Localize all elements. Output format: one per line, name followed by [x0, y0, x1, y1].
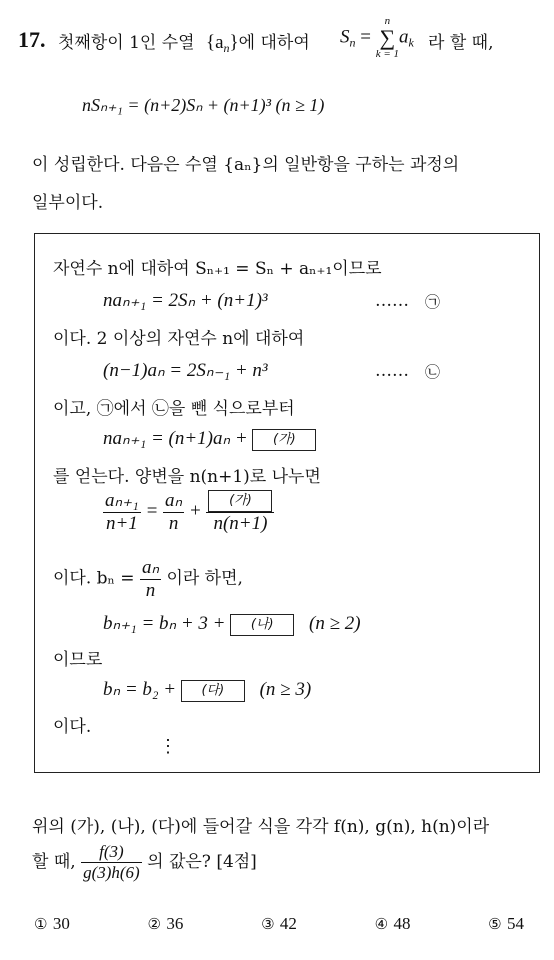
box-line-7: 를 얻는다. 양변을 n(n+1)로 나누면 — [53, 467, 321, 487]
fraction-an-over-n — [163, 489, 184, 535]
intro-text-b: 에 대하여 — [238, 33, 310, 53]
box-line-11: 이므로 — [53, 650, 103, 670]
blank-ga: (가) — [252, 429, 316, 451]
choice-1-mark: ① — [34, 915, 48, 933]
choice-4-mark: ④ — [374, 915, 389, 933]
equation-1-dots: …… — [375, 291, 409, 311]
blank-da: (다) — [181, 680, 245, 702]
summation — [376, 16, 399, 60]
choice-1-value: 30 — [52, 914, 70, 933]
choice-4-value: 48 — [393, 914, 411, 933]
frac1-numerator: aₙ₊₁ — [105, 490, 139, 511]
frac3-denominator: n(n+1) — [213, 512, 268, 534]
problem-line-2: 이 성립한다. 다음은 수열 {aₙ}의 일반항을 구하는 과정의 — [32, 155, 460, 175]
frac2-numerator: aₙ — [165, 490, 183, 511]
equation-2-dots: …… — [375, 361, 409, 381]
equals-sign: = — [360, 26, 371, 48]
equation-4 — [103, 489, 274, 535]
intro-text-a: 첫째항이 1인 수열 — [58, 33, 195, 53]
sigma-icon: ∑ — [379, 25, 396, 50]
bn-def-post: 이라 하면, — [166, 568, 243, 589]
choice-3-value: 42 — [279, 914, 297, 933]
frac2-denominator: n — [168, 513, 179, 534]
bn-frac-denominator: n — [145, 580, 156, 601]
choice-2[interactable] — [148, 914, 184, 934]
question-fraction — [81, 842, 142, 883]
sum-term: a — [399, 26, 409, 48]
question-line-2 — [32, 842, 257, 883]
choice-4[interactable] — [375, 914, 411, 934]
blank-na: (나) — [230, 614, 294, 636]
choice-5-value: 54 — [506, 914, 524, 933]
problem-line-3: 일부이다. — [32, 193, 104, 213]
sn-symbol: S — [340, 26, 350, 48]
sn-sub: n — [349, 35, 356, 50]
blank-ga-numerator: (가) — [208, 490, 272, 512]
sum-upper: n — [384, 15, 391, 27]
choices — [34, 914, 524, 934]
choice-3-mark: ③ — [261, 915, 275, 933]
sum-lower: k = 1 — [375, 48, 400, 60]
question-line-1: 위의 (가), (나), (다)에 들어갈 식을 각각 f(n), g(n), h(n)이라 — [32, 817, 490, 837]
equation-5-text: bₙ₊₁ = bₙ + 3 + — [103, 613, 226, 634]
question-frac-denominator: g(3)h(6) — [83, 863, 140, 882]
equation-5 — [103, 612, 361, 636]
choice-2-value: 36 — [166, 914, 184, 933]
box-line-5: 이고, ㉠에서 ㉡을 뺀 식으로부터 — [53, 399, 295, 419]
fraction-bn-def — [140, 556, 161, 602]
recurrence-relation: nSₙ₊₁ = (n+2)Sₙ + (n+1)³ (n ≥ 1) — [82, 95, 325, 115]
frac1-denominator: n+1 — [105, 513, 138, 534]
equation-6-condition: (n ≥ 3) — [259, 679, 312, 700]
equals-sign: = — [145, 500, 159, 522]
intro-text-c: 라 할 때, — [428, 33, 494, 53]
fraction-an1-over-n1 — [103, 489, 141, 535]
choice-5-mark: ⑤ — [488, 915, 502, 933]
equation-6 — [103, 678, 311, 702]
box-line-3: 이다. 2 이상의 자연수 n에 대하여 — [53, 329, 305, 349]
sequence-a — [206, 32, 239, 53]
seq-sub: n — [223, 41, 230, 55]
bn-def-pre: 이다. bₙ = — [53, 568, 135, 589]
question-pre: 할 때, — [32, 852, 76, 872]
equation-2: (n−1)aₙ = 2Sₙ₋₁ + n³ — [103, 360, 268, 381]
sn-definition — [340, 16, 414, 60]
box-line-13: 이다. — [53, 717, 92, 737]
sum-term-sub: k — [408, 35, 414, 50]
proof-box — [34, 233, 540, 773]
choice-1[interactable] — [34, 914, 70, 934]
equation-2-marker: ㉡ — [425, 363, 441, 381]
box-line-1: 자연수 n에 대하여 Sₙ₊₁ = Sₙ + aₙ₊₁이므로 — [53, 259, 382, 279]
question-post: 의 값은? [4점] — [147, 852, 257, 872]
problem-number: 17. — [18, 27, 46, 52]
equation-3-text: naₙ₊₁ = (n+1)aₙ + — [103, 428, 248, 449]
bn-frac-numerator: aₙ — [141, 557, 160, 578]
choice-3[interactable] — [261, 914, 297, 934]
seq-open: {a — [205, 32, 224, 53]
equation-5-condition: (n ≥ 2) — [309, 613, 361, 634]
equation-3 — [103, 427, 316, 451]
vertical-ellipsis: ⋮ — [159, 736, 177, 757]
plus-sign: + — [188, 500, 202, 522]
seq-close: } — [229, 32, 239, 53]
equation-1-marker: ㉠ — [425, 293, 441, 311]
equation-6-text: bₙ = b₂ + — [103, 679, 177, 700]
choice-5[interactable] — [488, 914, 524, 934]
box-line-9 — [53, 556, 243, 602]
fraction-ga-over-nn1 — [206, 489, 274, 535]
problem-intro — [58, 28, 310, 56]
question-frac-numerator: f(3) — [81, 842, 142, 863]
choice-2-mark: ② — [147, 915, 161, 933]
equation-1: naₙ₊₁ = 2Sₙ + (n+1)³ — [103, 290, 268, 311]
